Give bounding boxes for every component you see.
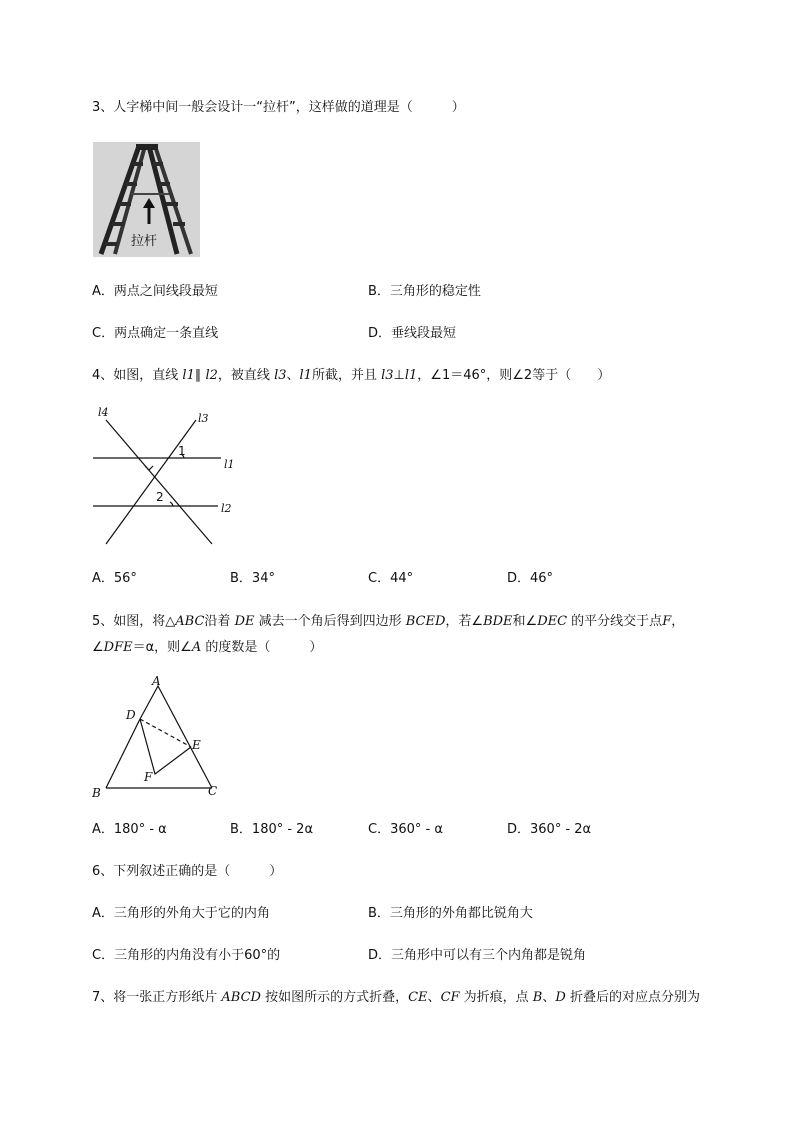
pull-rod-label: 拉杆 [131, 234, 158, 249]
q6-option-b: B．三角形的外角都比锐角大 [368, 906, 533, 921]
question-4-stem: 4、如图，直线 l1∥ l2，被直线 l3、l1所截，并且 l3⊥l1，∠1＝46°，则∠2等于（ ） [92, 368, 611, 383]
q5-option-c: C．360° ‐ α [368, 822, 443, 837]
q5-option-d: D．360° ‐ 2α [507, 822, 592, 837]
label-l1: l1 [224, 458, 235, 471]
q6-option-c: C．三角形的内角没有小于60°的 [92, 948, 281, 963]
q3-option-b: B．三角形的稳定性 [368, 284, 481, 299]
question-5-stem-line1: 5、如图，将△ABC沿着 DE 减去一个角后得到四边形 BCED，若∠BDE和∠DEC 的平分线交于点F， [92, 614, 685, 629]
q6-option-d: D．三角形中可以有三个内角都是锐角 [368, 948, 587, 963]
parallel-lines-figure [88, 404, 248, 550]
q4-option-c: C．44° [368, 571, 414, 586]
q4-option-d: D．46° [507, 571, 554, 586]
q4-option-b: B．34° [230, 571, 275, 586]
vertex-c-label: C [208, 784, 218, 798]
ladder-photo [93, 142, 200, 257]
vertex-a-label: A [152, 674, 161, 688]
q5-option-b: B．180° ‐ 2α [230, 822, 314, 837]
vertex-f-label: F [144, 770, 153, 784]
vertex-b-label: B [92, 786, 101, 800]
angle-2-label: 2 [156, 490, 164, 504]
angle-1-label: 1 [178, 444, 186, 458]
vertex-e-label: E [192, 738, 201, 752]
q6-option-a: A．三角形的外角大于它的内角 [92, 906, 270, 921]
q3-option-a: A．两点之间线段最短 [92, 284, 218, 299]
q5-option-a: A．180° ‐ α [92, 822, 167, 837]
question-6-stem: 6、下列叙述正确的是（ ） [92, 864, 283, 879]
label-l3: l3 [198, 412, 209, 425]
question-3-stem: 3、人字梯中间一般会设计一“拉杆”，这样做的道理是（ ） [92, 100, 465, 115]
label-l4: l4 [98, 406, 109, 419]
question-7-stem: 7、将一张正方形纸片 ABCD 按如图所示的方式折叠，CE、CF 为折痕，点 B、D 折叠后的对应点分别为 [92, 990, 700, 1005]
triangle-fold-figure [88, 672, 228, 804]
q3-option-c: C．两点确定一条直线 [92, 326, 219, 341]
vertex-d-label: D [126, 708, 136, 722]
label-l2: l2 [221, 502, 232, 515]
q4-option-a: A．56° [92, 571, 137, 586]
q3-option-d: D．垂线段最短 [368, 326, 457, 341]
question-5-stem-line2: ∠DFE＝α，则∠A 的度数是（ ） [92, 640, 323, 655]
